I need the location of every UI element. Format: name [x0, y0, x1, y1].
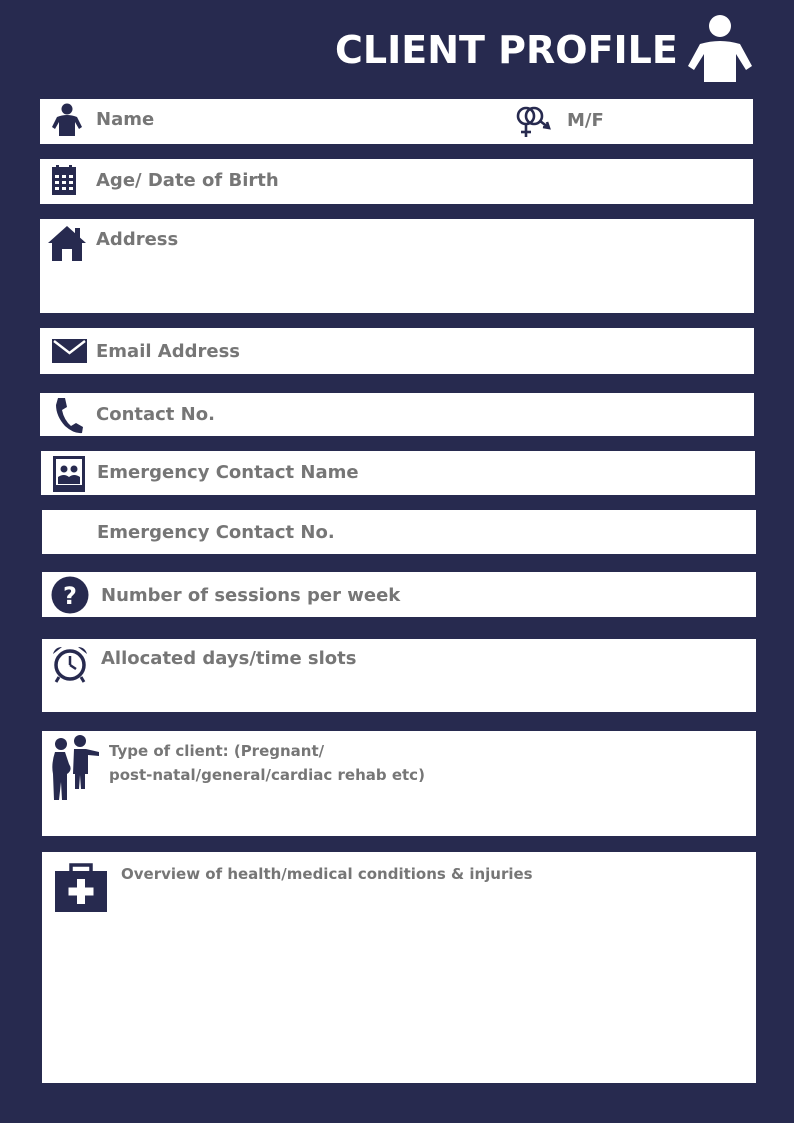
- calendar-icon: [52, 165, 76, 195]
- contact-card-icon: [53, 456, 85, 492]
- envelope-icon: [52, 339, 87, 363]
- name-label: Name: [96, 109, 155, 130]
- gender-label: M/F: [567, 110, 604, 131]
- email-label: Email Address: [96, 341, 241, 362]
- phone-icon: [54, 396, 84, 434]
- first-aid-kit-icon: [55, 862, 107, 912]
- sessions-label: Number of sessions per week: [101, 585, 401, 606]
- allocated-label: Allocated days/time slots: [101, 648, 357, 669]
- emergency-name-label: Emergency Contact Name: [97, 462, 359, 483]
- age-dob-label: Age/ Date of Birth: [96, 170, 279, 191]
- client-type-label-line1: Type of client: (Pregnant/: [109, 742, 325, 760]
- client-type-label-line2: post-natal/general/cardiac rehab etc): [109, 766, 425, 784]
- alarm-clock-icon: [51, 645, 89, 683]
- address-label: Address: [96, 229, 179, 250]
- question-icon: [51, 576, 89, 614]
- svg-text:?: ?: [63, 582, 77, 610]
- emergency-no-label: Emergency Contact No.: [97, 522, 335, 543]
- person-icon: [686, 14, 754, 84]
- overview-field[interactable]: [42, 852, 756, 1083]
- contact-label: Contact No.: [96, 404, 215, 425]
- home-icon: [47, 224, 87, 262]
- pregnant-woman-and-person-icon: [49, 734, 101, 800]
- gender-icon: [514, 103, 552, 141]
- person-icon: [50, 103, 84, 137]
- page-title: CLIENT PROFILE: [335, 28, 678, 72]
- overview-label: Overview of health/medical conditions & injuries: [121, 865, 533, 883]
